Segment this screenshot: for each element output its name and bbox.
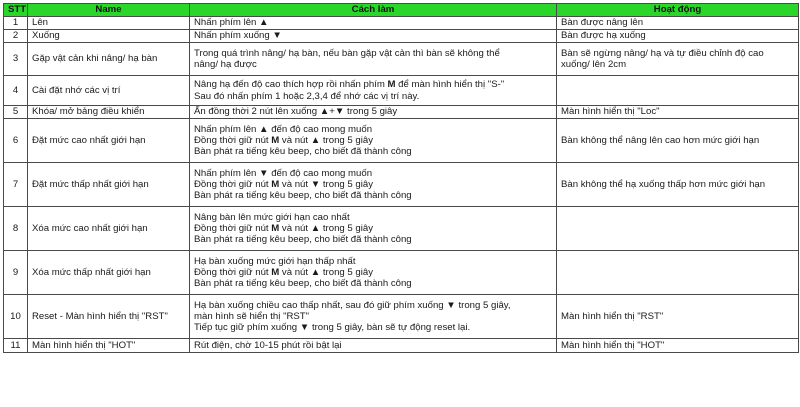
row-name: Lên — [28, 17, 190, 30]
result-line: xuống/ lên 2cm — [561, 59, 627, 70]
result-line: Bàn được hạ xuống — [561, 30, 646, 42]
table-row — [4, 43, 799, 76]
method-line: Rút điện, chờ 10-15 phút rồi bật lại — [194, 339, 342, 351]
row-stt: 4 — [4, 76, 28, 106]
header-row — [4, 4, 799, 17]
row-result — [557, 295, 799, 339]
result-line: Bàn không thể nâng lên cao hơn mức giới hạn — [561, 134, 760, 146]
method-line: Bàn phát ra tiếng kêu beep, cho biết đã thành công — [194, 278, 412, 290]
method-line — [194, 223, 552, 234]
method-text: để màn hình hiển thị "S-" — [395, 79, 505, 91]
method-line: Nhấn phím lên ▼ đến độ cao mong muốn — [194, 167, 373, 179]
method-line: Tiếp tục giữ phím xuống ▼ trong 5 giây, bàn sẽ tự động reset lại. — [194, 322, 471, 334]
table-row — [4, 251, 799, 295]
method-text: và nút ▼ trong 5 giây — [279, 178, 374, 190]
table-row — [4, 17, 799, 30]
result-line: Màn hình hiển thị "Loc" — [561, 106, 660, 118]
m-key: M — [271, 266, 280, 278]
row-stt: 7 — [4, 163, 28, 207]
row-stt: 5 — [4, 106, 28, 119]
result-line: Bàn được nâng lên — [561, 17, 644, 29]
method-line: Sau đó nhấn phím 1 hoặc 2,3,4 để nhớ các vị trí này. — [194, 90, 420, 102]
row-method — [190, 43, 557, 76]
method-line — [194, 179, 552, 190]
row-method — [190, 106, 557, 119]
method-text: Đồng thời giữ nút — [194, 178, 272, 190]
result-line: Màn hình hiển thị "HOT" — [561, 339, 665, 351]
method-text: Đồng thời giữ nút — [194, 266, 272, 278]
row-method — [190, 76, 557, 106]
row-name: Xóa mức cao nhất giới hạn — [28, 207, 190, 251]
table-row — [4, 295, 799, 339]
row-result — [557, 30, 799, 43]
method-text: Đồng thời giữ nút — [194, 134, 272, 146]
row-result — [557, 106, 799, 119]
row-method — [190, 30, 557, 43]
method-line — [194, 79, 552, 90]
table-row — [4, 119, 799, 163]
row-name: Đặt mức thấp nhất giới hạn — [28, 163, 190, 207]
header-result: Hoạt động — [557, 4, 799, 17]
row-name: Đặt mức cao nhất giới hạn — [28, 119, 190, 163]
row-stt: 3 — [4, 43, 28, 76]
table-row — [4, 30, 799, 43]
method-line: Nhấn phím lên ▲ đến độ cao mong muốn — [194, 123, 373, 135]
method-line: Ấn đồng thời 2 nút lên xuống ▲+▼ trong 5 giây — [194, 106, 398, 118]
method-text: và nút ▲ trong 5 giây — [279, 134, 374, 146]
row-method — [190, 163, 557, 207]
method-line: Bàn phát ra tiếng kêu beep, cho biết đã thành công — [194, 234, 412, 246]
method-line: Nhấn phím lên ▲ — [194, 17, 269, 29]
row-stt: 8 — [4, 207, 28, 251]
row-name: Xuống — [28, 30, 190, 43]
row-name: Reset - Màn hình hiển thị "RST" — [28, 295, 190, 339]
row-method — [190, 251, 557, 295]
m-key: M — [387, 79, 396, 91]
header-stt: STT — [4, 4, 28, 17]
result-line: Màn hình hiển thị "RST" — [561, 310, 664, 322]
row-stt: 1 — [4, 17, 28, 30]
row-result — [557, 119, 799, 163]
row-method — [190, 17, 557, 30]
table-row — [4, 339, 799, 353]
row-result — [557, 17, 799, 30]
row-method — [190, 339, 557, 353]
table-row — [4, 106, 799, 119]
method-text: và nút ▲ trong 5 giây — [279, 266, 374, 278]
row-stt: 10 — [4, 295, 28, 339]
table-row — [4, 76, 799, 106]
method-line: Hạ bàn xuống mức giới hạn thấp nhất — [194, 255, 356, 267]
row-name: Màn hình hiển thị "HOT" — [28, 339, 190, 353]
method-text: và nút ▲ trong 5 giây — [279, 222, 374, 234]
m-key: M — [271, 222, 280, 234]
method-text: Nâng hạ đến độ cao thích hợp rồi nhấn phím — [194, 79, 388, 91]
row-stt: 9 — [4, 251, 28, 295]
method-line: Hạ bàn xuống chiều cao thấp nhất, sau đó giữ phím xuống ▼ trong 5 giây, — [194, 299, 511, 311]
row-stt: 11 — [4, 339, 28, 353]
row-method — [190, 207, 557, 251]
row-result — [557, 163, 799, 207]
method-line: Nâng bàn lên mức giới hạn cao nhất — [194, 211, 350, 223]
result-line: Bàn sẽ ngừng nâng/ hạ và tự điều chỉnh độ cao — [561, 47, 764, 59]
row-result — [557, 76, 799, 106]
method-line: Trong quá trình nâng/ hạ bàn, nếu bàn gặp vật cản thì bàn sẽ không thể — [194, 47, 500, 59]
method-line: màn hình sẽ hiển thị "RST" — [194, 310, 310, 322]
method-line — [194, 135, 552, 146]
header-method: Cách làm — [190, 4, 557, 17]
method-text: Đồng thời giữ nút — [194, 222, 272, 234]
table-row — [4, 163, 799, 207]
method-line — [194, 267, 552, 278]
instruction-table — [3, 3, 799, 353]
row-name: Gặp vật cản khi nâng/ hạ bàn — [28, 43, 190, 76]
method-line: Nhấn phím xuống ▼ — [194, 30, 282, 42]
row-result — [557, 339, 799, 353]
row-stt: 2 — [4, 30, 28, 43]
method-line: Bàn phát ra tiếng kêu beep, cho biết đã thành công — [194, 190, 412, 202]
method-line: nâng/ hạ được — [194, 59, 257, 70]
header-name: Name — [28, 4, 190, 17]
row-stt: 6 — [4, 119, 28, 163]
table-row — [4, 207, 799, 251]
row-result — [557, 43, 799, 76]
row-result — [557, 251, 799, 295]
row-name: Cài đặt nhớ các vị trí — [28, 76, 190, 106]
row-name: Xóa mức thấp nhất giới hạn — [28, 251, 190, 295]
m-key: M — [271, 134, 280, 146]
method-line: Bàn phát ra tiếng kêu beep, cho biết đã thành công — [194, 146, 412, 158]
result-line: Bàn không thể hạ xuống thấp hơn mức giới hạn — [561, 178, 766, 190]
m-key: M — [271, 178, 280, 190]
row-method — [190, 119, 557, 163]
row-name: Khóa/ mở bảng điều khiển — [28, 106, 190, 119]
row-result — [557, 207, 799, 251]
row-method — [190, 295, 557, 339]
